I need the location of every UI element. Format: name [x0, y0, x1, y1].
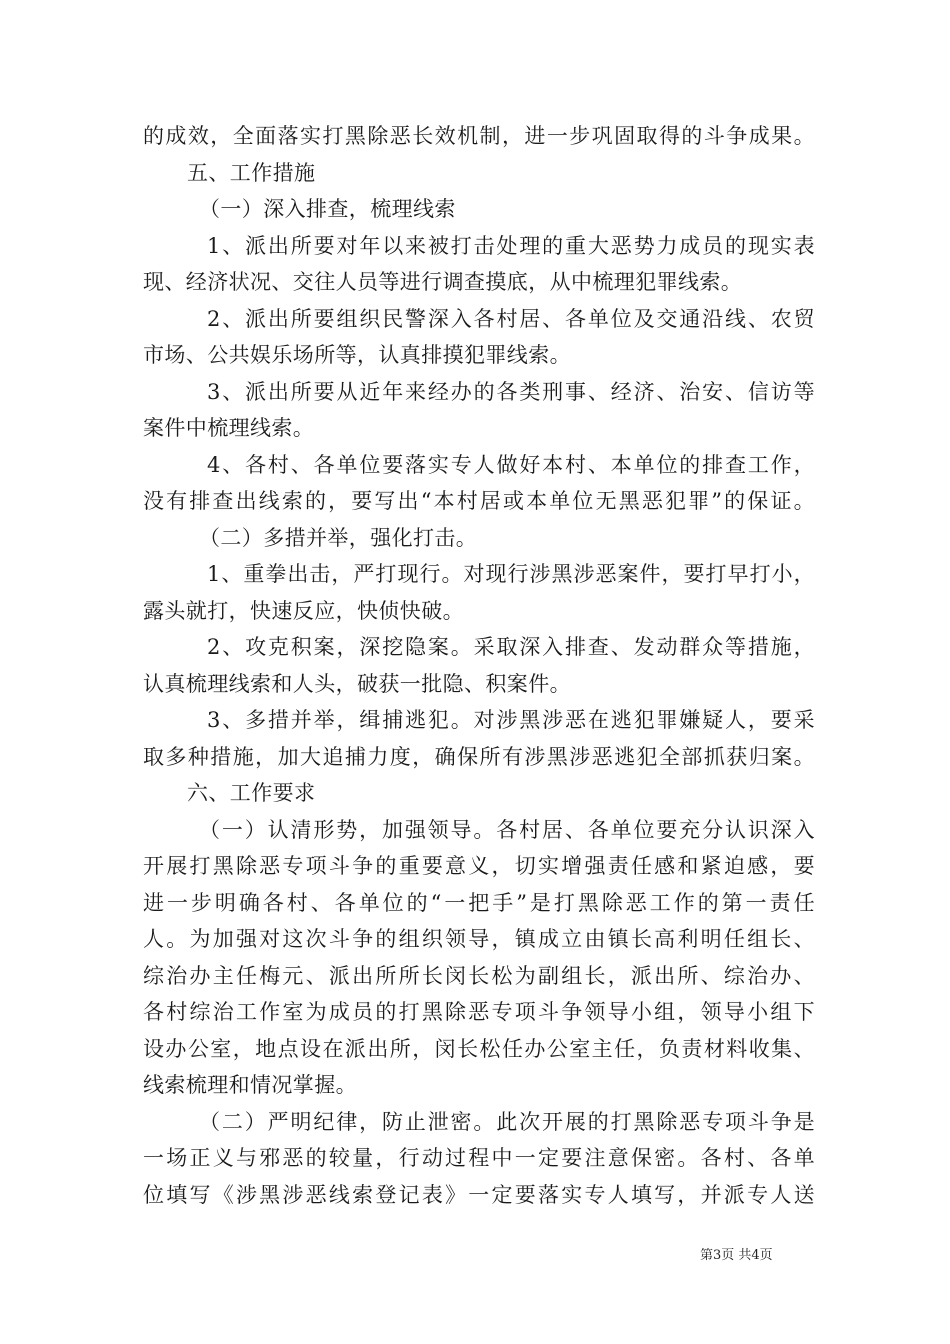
paragraph-line: 开展打黑除恶专项斗争的重要意义，切实增强责任感和紧迫感，要	[143, 854, 815, 878]
paragraph-line: 进一步明确各村、各单位的“一把手”是打黑除恶工作的第一责任	[143, 890, 815, 915]
paragraph-line: 人。为加强对这次斗争的组织领导，镇成立由镇长高利明任组长、	[143, 927, 815, 951]
paragraph-line: （一）认清形势，加强领导。各村居、各单位要充分认识深入	[199, 817, 815, 842]
paragraph-line: 一场正义与邪恶的较量，行动过程中一定要注意保密。各村、各单	[143, 1146, 815, 1170]
paragraph-line: （二）严明纪律，防止泄密。此次开展的打黑除恶专项斗争是	[199, 1109, 815, 1134]
paragraph-line: 现、经济状况、交往人员等进行调查摸底，从中梳理犯罪线索。	[143, 270, 743, 294]
section-heading: 五、工作措施	[187, 160, 316, 185]
paragraph-line: 各村综治工作室为成员的打黑除恶专项斗争领导小组，领导小组下	[143, 1000, 815, 1024]
subsection-heading: （一）深入排查，梳理线索	[199, 197, 456, 221]
section-heading: 六、工作要求	[187, 781, 316, 805]
paragraph-line: 没有排查出线索的，要写出“本村居或本单位无黑恶犯罪”的保证。	[143, 489, 815, 513]
paragraph-line: 案件中梳理线索。	[143, 416, 315, 440]
paragraph-line: 认真梳理线索和人头，破获一批隐、积案件。	[143, 671, 571, 696]
paragraph-line: 1、重拳出击，严打现行。对现行涉黑涉恶案件，要打早打小，	[207, 562, 815, 586]
paragraph-line: 取多种措施，加大追捕力度，确保所有涉黑涉恶逃犯全部抓获归案。	[143, 744, 815, 769]
subsection-heading: （二）多措并举，强化打击。	[199, 525, 478, 550]
page-number-footer: 第3页 共4页	[700, 1248, 773, 1263]
paragraph-line: 露头就打，快速反应，快侦快破。	[143, 598, 464, 623]
paragraph-line: 2、攻克积案，深挖隐案。采取深入排查、发动群众等措施，	[207, 635, 815, 659]
paragraph-line: 的成效，全面落实打黑除恶长效机制，进一步巩固取得的斗争成果。	[143, 124, 815, 148]
paragraph-line: 3、派出所要从近年来经办的各类刑事、经济、治安、信访等	[207, 379, 815, 404]
paragraph-line: 位填写《涉黑涉恶线索登记表》一定要落实专人填写，并派专人送	[143, 1182, 815, 1207]
paragraph-line: 4、各村、各单位要落实专人做好本村、本单位的排查工作，	[207, 452, 815, 477]
paragraph-line: 市场、公共娱乐场所等，认真排摸犯罪线索。	[143, 343, 571, 367]
document-body	[143, 118, 815, 1213]
paragraph-line: 综治办主任梅元、派出所所长闵长松为副组长，派出所、综治办、	[143, 963, 815, 988]
paragraph-line: 设办公室，地点设在派出所，闵长松任办公室主任，负责材料收集、	[143, 1036, 815, 1061]
paragraph-line: 3、多措并举，缉捕逃犯。对涉黑涉恶在逃犯罪嫌疑人，要采	[207, 708, 815, 732]
paragraph-line: 2、派出所要组织民警深入各村居、各单位及交通沿线、农贸	[207, 306, 815, 331]
paragraph-line: 线索梳理和情况掌握。	[143, 1073, 357, 1097]
paragraph-line: 1、派出所要对年以来被打击处理的重大恶势力成员的现实表	[207, 233, 815, 258]
